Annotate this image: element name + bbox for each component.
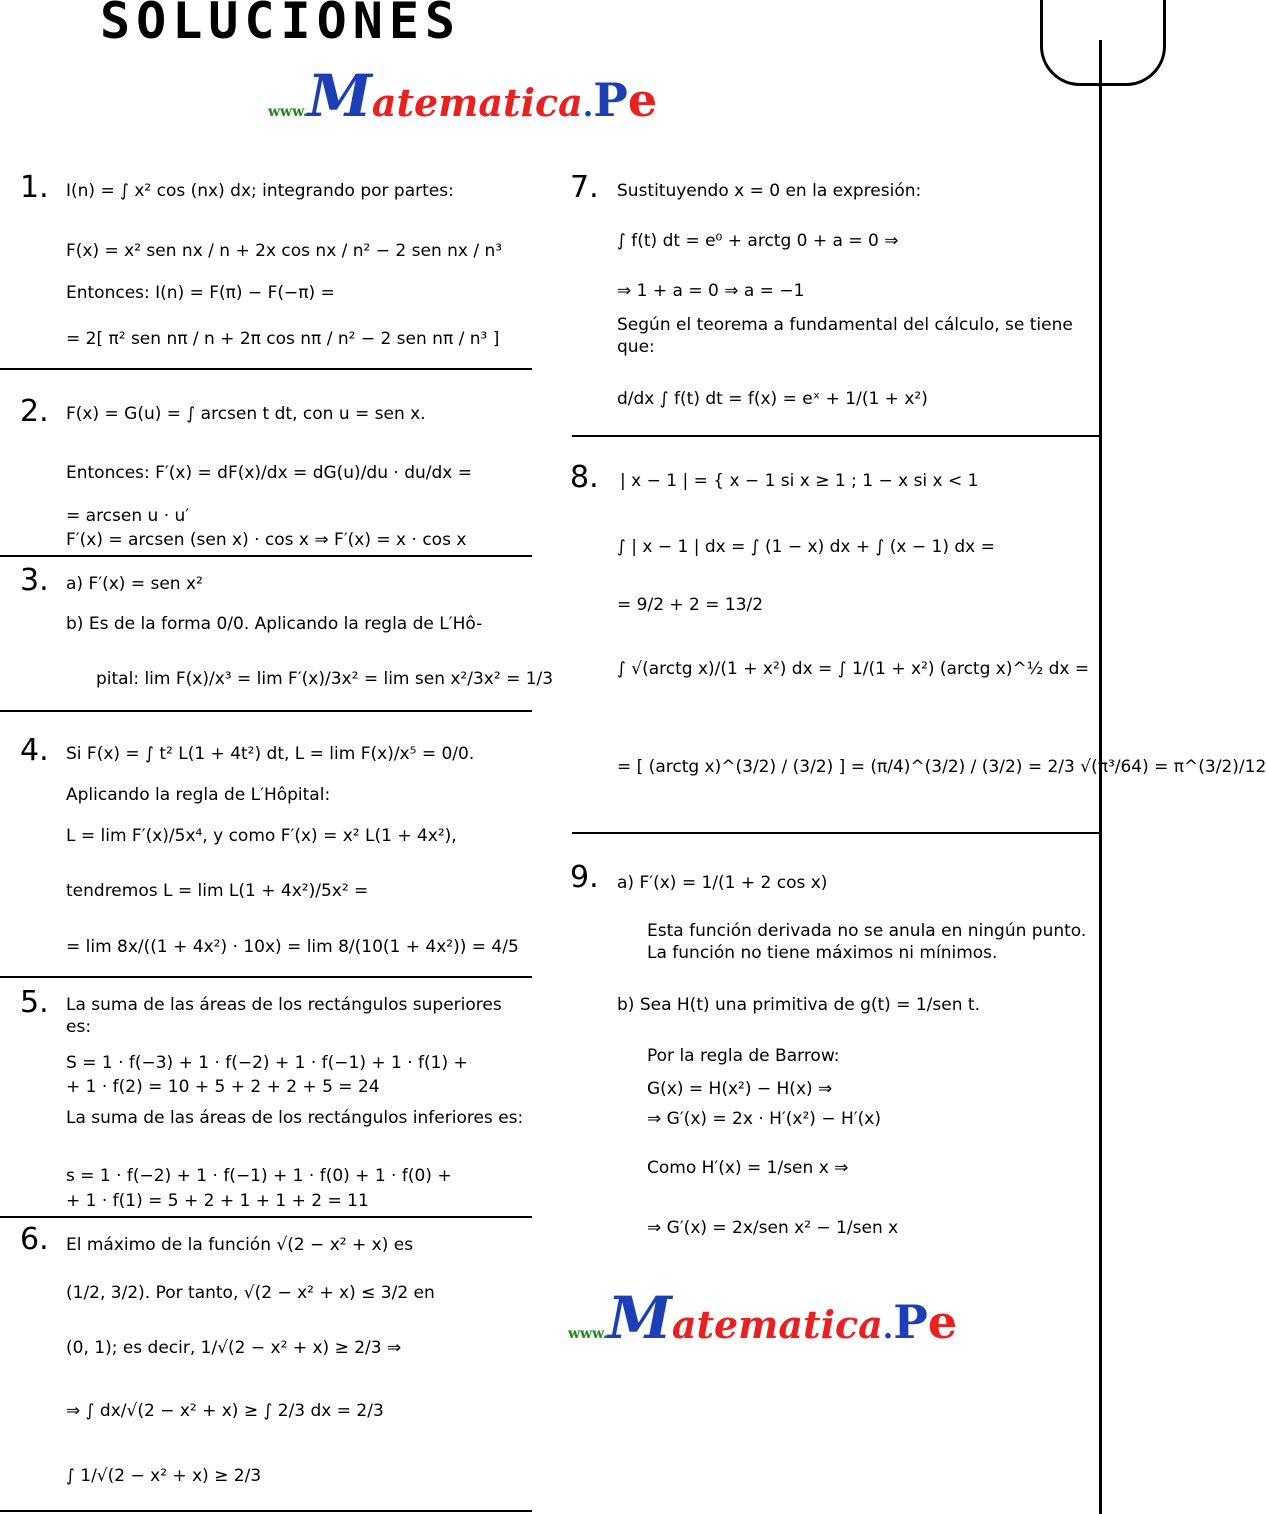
problem-2-line-4: F′(x) = arcsen (sen x) · cos x ⇒ F′(x) = x · cos x — [66, 530, 467, 550]
problem-1-line-1: I(n) = ∫ x² cos (nx) dx; integrando por partes: — [66, 181, 454, 201]
problem-4-line-1: Si F(x) = ∫ t² L(1 + 4t²) dt, L = lim F(x)/x⁵ = 0/0. — [66, 744, 475, 764]
problem-7-number: 7. — [570, 170, 599, 205]
logo-m: M — [607, 1284, 672, 1352]
logo-www: www. — [568, 1326, 608, 1342]
problem-9-line-8: ⇒ G′(x) = 2x/sen x² − 1/sen x — [647, 1218, 899, 1238]
divider — [0, 1510, 532, 1512]
divider — [0, 368, 532, 370]
problem-2-number: 2. — [20, 394, 49, 429]
problem-5-line-4: La suma de las áreas de los rectángulos inferiores es: — [66, 1108, 524, 1128]
problem-6-line-5: ∫ 1/√(2 − x² + x) ≥ 2/3 — [66, 1466, 262, 1486]
problem-8-line-1: | x − 1 | = { x − 1 si x ≥ 1 ; 1 − x si x < 1 — [620, 471, 979, 491]
problem-2-line-3: = arcsen u · u′ — [66, 506, 190, 526]
problem-9-line-7: Como H′(x) = 1/sen x ⇒ — [647, 1158, 849, 1178]
problem-6-line-3: (0, 1); es decir, 1/√(2 − x² + x) ≥ 2/3 ⇒ — [66, 1338, 402, 1358]
problem-9-line-3: b) Sea H(t) una primitiva de g(t) = 1/sen t. — [617, 995, 980, 1015]
problem-9-line-2: Esta función derivada no se anula en ningún punto. La función no tiene máximos ni mínimos. — [647, 921, 1087, 963]
problem-7-line-1: Sustituyendo x = 0 en la expresión: — [617, 181, 922, 201]
divider — [572, 435, 1102, 437]
problem-9-line-1: a) F′(x) = 1/(1 + 2 cos x) — [617, 873, 828, 893]
problem-5-line-1: La suma de las áreas de los rectángulos superiores es: — [66, 995, 502, 1037]
divider — [0, 976, 532, 978]
logo-pe — [893, 1295, 957, 1349]
problem-4-number: 4. — [20, 733, 49, 768]
problem-5-line-2: S = 1 · f(−3) + 1 · f(−2) + 1 · f(−1) + 1 · f(1) + — [66, 1053, 468, 1073]
divider — [0, 1216, 532, 1218]
divider — [0, 710, 532, 712]
problem-1-line-3: Entonces: I(n) = F(π) − F(−π) = — [66, 283, 335, 303]
problem-7-line-3: ⇒ 1 + a = 0 ⇒ a = −1 — [617, 281, 805, 301]
logo-text: atematica — [671, 1302, 883, 1347]
problem-9-number: 9. — [570, 860, 599, 895]
problem-2-line-2: Entonces: F′(x) = dF(x)/dx = dG(u)/du · du/dx = — [66, 463, 472, 483]
page-corner-frame — [1040, 0, 1166, 86]
logo-www: www. — [268, 104, 308, 120]
problem-9-line-5: G(x) = H(x²) − H(x) ⇒ — [647, 1079, 833, 1099]
logo-text: atematica — [371, 80, 583, 125]
problem-1-line-2: F(x) = x² sen nx / n + 2x cos nx / n² − 2 sen nx / n³ — [66, 241, 503, 261]
problem-4-line-2: Aplicando la regla de L′Hôpital: — [66, 785, 331, 805]
divider — [0, 555, 532, 557]
problem-6-line-4: ⇒ ∫ dx/√(2 − x² + x) ≥ ∫ 2/3 dx = 2/3 — [66, 1401, 384, 1421]
problem-3-line-3: pital: lim F(x)/x³ = lim F′(x)/3x² = lim sen x²/3x² = 1/3 — [96, 669, 554, 689]
problem-8-line-2: ∫ | x − 1 | dx = ∫ (1 − x) dx + ∫ (x − 1) dx = — [617, 537, 995, 557]
logo-m: M — [307, 62, 372, 130]
logo-dot: . — [882, 1311, 894, 1346]
divider — [572, 832, 1102, 834]
problem-8-line-4: ∫ √(arctg x)/(1 + x²) dx = ∫ 1/(1 + x²) (arctg x)^½ dx = — [617, 659, 1090, 679]
problem-6-line-1: El máximo de la función √(2 − x² + x) es — [66, 1235, 414, 1255]
site-logo[interactable] — [268, 62, 657, 130]
logo-e: e — [627, 73, 658, 127]
problem-4-line-5: = lim 8x/((1 + 4x²) · 10x) = lim 8/(10(1 + 4x²)) = 4/5 — [66, 937, 519, 957]
logo-pe — [593, 73, 657, 127]
problem-8-line-3: = 9/2 + 2 = 13/2 — [617, 595, 764, 615]
problem-5-line-6: + 1 · f(1) = 5 + 2 + 1 + 1 + 2 = 11 — [66, 1191, 369, 1211]
site-logo-bottom[interactable] — [568, 1284, 957, 1352]
problem-7-line-2: ∫ f(t) dt = e⁰ + arctg 0 + a = 0 ⇒ — [617, 231, 899, 251]
problem-2-line-1: F(x) = G(u) = ∫ arcsen t dt, con u = sen x. — [66, 404, 426, 424]
problem-6-number: 6. — [20, 1222, 49, 1257]
problem-5-number: 5. — [20, 985, 49, 1020]
problem-7-line-5: d/dx ∫ f(t) dt = f(x) = eˣ + 1/(1 + x²) — [617, 389, 928, 409]
problem-8-line-5: = [ (arctg x)^(3/2) / (3/2) ] = (π/4)^(3/2) / (3/2) = 2/3 √(π³/64) = π^(3/2)/12 — [617, 757, 1266, 777]
problem-1-line-4: = 2[ π² sen nπ / n + 2π cos nπ / n² − 2 sen nπ / n³ ] — [66, 329, 500, 349]
logo-p: P — [893, 1295, 928, 1349]
problem-1-number: 1. — [20, 170, 49, 205]
problem-5-line-5: s = 1 · f(−2) + 1 · f(−1) + 1 · f(0) + 1 · f(0) + — [66, 1166, 452, 1186]
problem-4-line-3: L = lim F′(x)/5x⁴, y como F′(x) = x² L(1 + 4x²), — [66, 826, 457, 846]
logo-dot: . — [582, 89, 594, 124]
problem-7-line-4: Según el teorema a fundamental del cálculo, se tiene que: — [617, 315, 1073, 357]
logo-p: P — [593, 73, 628, 127]
page-title: SOLUCIONES — [100, 0, 462, 50]
problem-3-line-2: b) Es de la forma 0/0. Aplicando la regla de L′Hô- — [66, 614, 483, 634]
problem-8-number: 8. — [570, 460, 599, 495]
problem-4-line-4: tendremos L = lim L(1 + 4x²)/5x² = — [66, 881, 369, 901]
logo-e: e — [927, 1295, 958, 1349]
problem-5-line-3: + 1 · f(2) = 10 + 5 + 2 + 2 + 5 = 24 — [66, 1077, 380, 1097]
problem-3-number: 3. — [20, 563, 49, 598]
problem-9-line-4: Por la regla de Barrow: — [647, 1046, 840, 1066]
problem-3-line-1: a) F′(x) = sen x² — [66, 574, 203, 594]
problem-6-line-2: (1/2, 3/2). Por tanto, √(2 − x² + x) ≤ 3/2 en — [66, 1283, 435, 1303]
problem-9-line-6: ⇒ G′(x) = 2x · H′(x²) − H′(x) — [647, 1109, 881, 1129]
